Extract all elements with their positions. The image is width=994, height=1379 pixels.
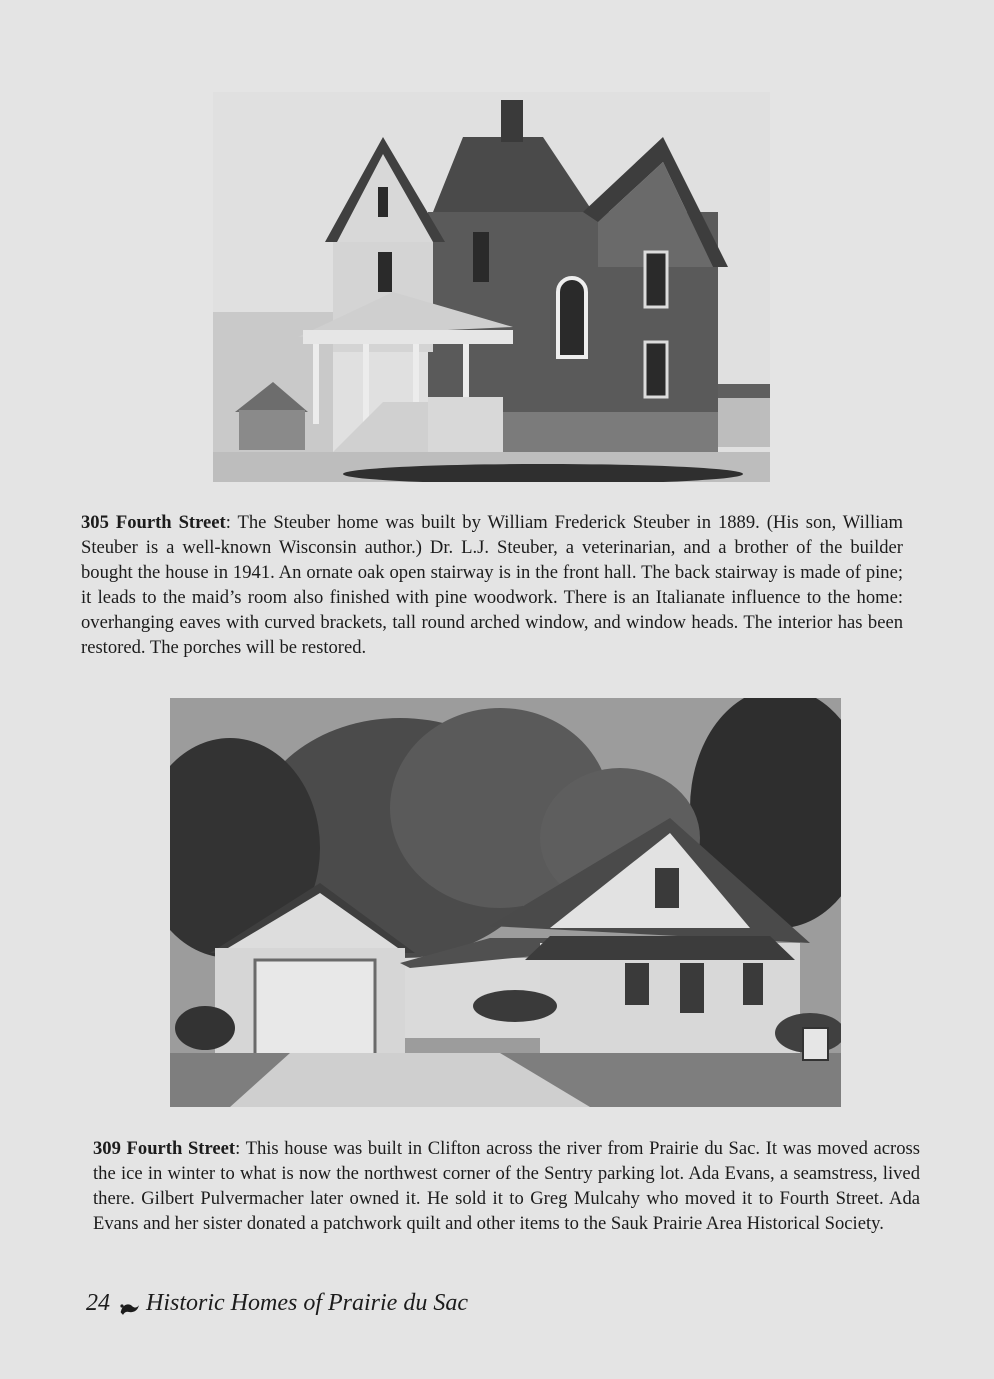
book-title: Historic Homes of Prairie du Sac (146, 1290, 468, 1316)
caption-305-fourth-street (81, 510, 903, 660)
description-305-fourth-street: : The Steuber home was built by William Frederick Steuber in 1889. (His son, William Steuber is a well-known Wisconsin author.) Dr. L.J. Steuber, a veterinarian, and a brother of the builder bought the house in 1941. An ornate oak open stairway is in the front hall. The back stairway is made of pine; it leads to the maid’s room also finished with pine woodwork. There is an Italianate influence to the home: overhanging eaves with curved brackets, tall round arched window, and window heads. The interior has been restored. The porches will be restored. (81, 512, 903, 658)
page-footer (86, 1290, 468, 1317)
photo-309-fourth-street (170, 698, 841, 1107)
page-number: 24 (86, 1290, 110, 1316)
photo-305-fourth-street (213, 92, 770, 482)
address-305-fourth-street: 305 Fourth Street (81, 512, 226, 533)
address-309-fourth-street: 309 Fourth Street (93, 1138, 236, 1159)
caption-309-fourth-street (93, 1136, 920, 1236)
fleuron-icon (118, 1296, 140, 1312)
description-309-fourth-street: : This house was built in Clifton across the river from Prairie du Sac. It was moved across the ice in winter to what is now the northwest corner of the Sentry parking lot. Ada Evans, a seamstress, lived there. Gilbert Pulvermacher later owned it. He sold it to Greg Mulcahy who moved it to Fourth Street. Ada Evans and her sister donated a patchwork quilt and other items to the Sauk Prairie Area Historical Society. (93, 1138, 920, 1234)
